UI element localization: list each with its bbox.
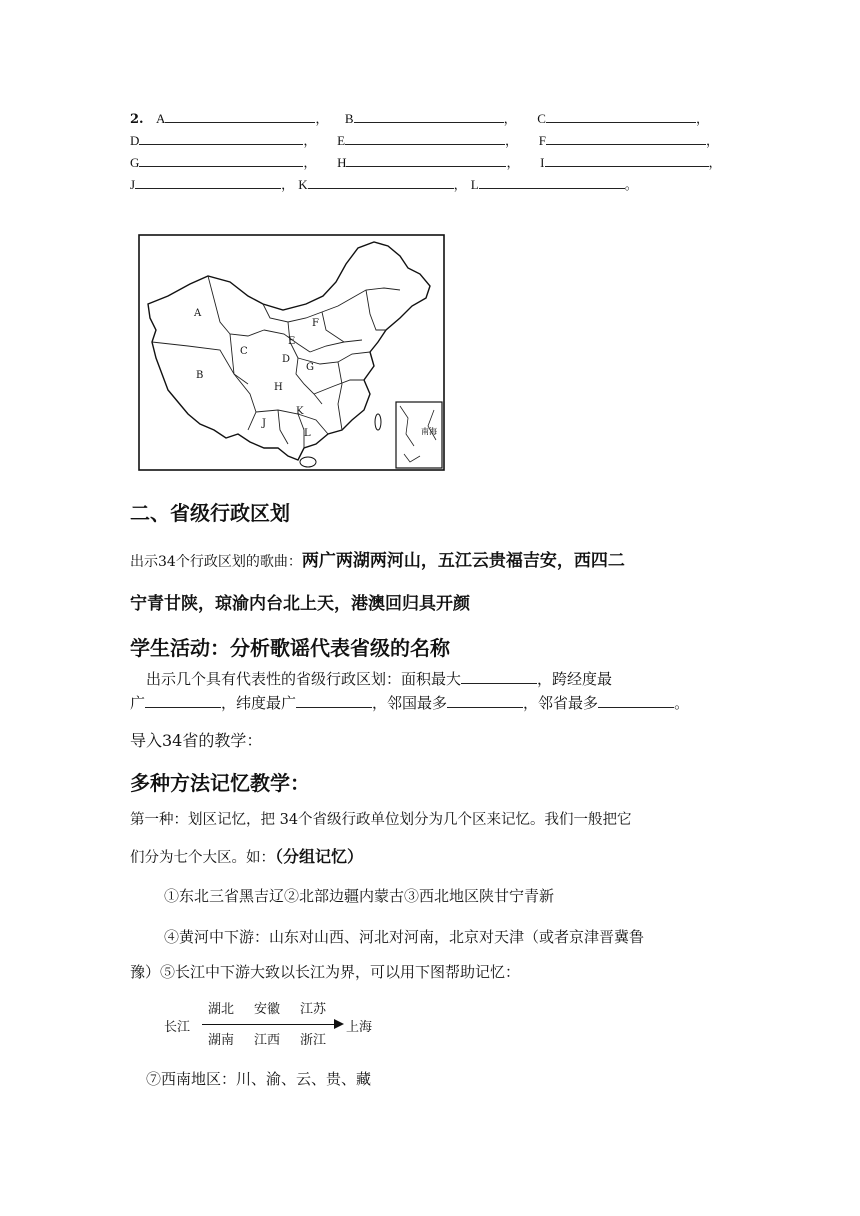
map-label-d: D — [282, 354, 291, 365]
section-title-provinces: 二、省级行政区划 — [130, 501, 290, 525]
intro-34: 导入34省的教学： — [130, 731, 263, 750]
blank-neighbors-countries[interactable] — [447, 694, 523, 708]
south-province-1: 湖南 — [208, 1033, 235, 1048]
blank-h[interactable] — [346, 153, 506, 167]
south-province-3: 浙江 — [300, 1033, 327, 1048]
label-e: E — [337, 133, 346, 148]
yangtze-diagram — [164, 998, 404, 1048]
map-label-h: H — [274, 382, 283, 393]
label-h: H — [337, 155, 347, 170]
blank-e[interactable] — [345, 131, 505, 145]
map-label-f: F — [312, 318, 319, 329]
map-label-a: A — [194, 308, 202, 319]
question2-row1: 2. A ， B ， C ， — [130, 111, 709, 127]
memory-item-4-line2: 豫）⑤长江中下游大致以长江为界，可以用下图帮助记忆： — [130, 963, 521, 981]
label-f: F — [538, 133, 546, 148]
question-number: 2. — [130, 112, 144, 127]
map-label-c: C — [240, 346, 248, 357]
memory-title: 多种方法记忆教学： — [130, 771, 310, 795]
question2-row3: G ， H ， I ， — [130, 155, 722, 171]
label-d: D — [130, 133, 140, 148]
blank-g[interactable] — [139, 153, 303, 167]
blank-latitude[interactable] — [296, 694, 372, 708]
north-province-3: 江苏 — [300, 1002, 327, 1017]
question2-row2: D ， E ， F ， — [130, 133, 719, 149]
label-i: I — [540, 155, 545, 170]
blank-k[interactable] — [308, 175, 454, 189]
blank-largest-area[interactable] — [461, 670, 537, 684]
south-province-2: 江西 — [254, 1033, 281, 1048]
map-label-e: E — [288, 336, 296, 347]
question2-row4: J ， K ， L 。 — [130, 177, 638, 193]
arrow-head-icon — [334, 1019, 344, 1029]
song-line-1 — [130, 546, 625, 571]
blank-b[interactable] — [354, 109, 504, 123]
blank-a[interactable] — [165, 109, 315, 123]
memory-item-7: ⑦西南地区：川、渝、云、贵、藏 — [146, 1070, 372, 1088]
blank-j[interactable] — [135, 175, 281, 189]
map-label-b: B — [196, 370, 204, 381]
label-b: B — [344, 111, 354, 126]
blank-d[interactable] — [139, 131, 303, 145]
method1-line1: 第一种：划区记忆，把 34个省级行政单位划分为几个区来记忆。我们一般把它 — [130, 812, 632, 828]
memory-item-4-line1: ④黄河中下游：山东对山西、河北对河南，北京对天津（或者京津晋冀鲁 — [164, 928, 645, 946]
activity-title: 学生活动：分析歌谣代表省级的名称 — [130, 636, 450, 660]
map-label-k: K — [296, 406, 304, 417]
yangtze-end: 上海 — [346, 1020, 373, 1035]
label-k: K — [298, 177, 308, 192]
china-map — [138, 234, 446, 472]
north-province-1: 湖北 — [208, 1002, 235, 1017]
label-a: A — [155, 111, 166, 126]
label-j: J — [130, 177, 136, 192]
blank-l[interactable] — [479, 175, 625, 189]
blank-c[interactable] — [546, 109, 696, 123]
map-label-l: L — [304, 428, 311, 439]
label-c: C — [537, 111, 546, 126]
label-g: G — [130, 155, 140, 170]
map-label-j: J — [262, 418, 267, 429]
song-intro: 出示34个行政区划的歌曲： — [130, 554, 302, 570]
north-province-2: 安徽 — [254, 1002, 281, 1017]
blank-f[interactable] — [546, 131, 706, 145]
song-text-2: 宁青甘陕，琼渝内台北上天，港澳回归具开颜 — [130, 594, 470, 614]
memory-item-1: ①东北三省黑吉辽②北部边疆内蒙古③西北地区陕甘宁青新 — [164, 887, 555, 905]
blank-longitude[interactable] — [145, 694, 221, 708]
blank-neighbors-provinces[interactable] — [598, 694, 674, 708]
activity-line-1: 出示几个具有代表性的省级行政区划：面积最大 ，跨经度最 — [146, 670, 613, 688]
activity-line-2: 广 ，纬度最广 ，邻国最多 ，邻省最多 。 — [130, 694, 690, 712]
yangtze-start: 长江 — [164, 1020, 191, 1035]
song-text-1: 两广两湖两河山，五江云贵福吉安，西四二 — [301, 551, 625, 571]
blank-i[interactable] — [545, 153, 709, 167]
yangtze-arrow-line — [202, 1024, 334, 1025]
inset-label: 南海 — [421, 427, 437, 436]
map-label-g: G — [306, 362, 314, 373]
label-l: L — [470, 177, 479, 192]
method1-line2: 们分为七个大区。如：（分组记忆） — [130, 847, 364, 866]
